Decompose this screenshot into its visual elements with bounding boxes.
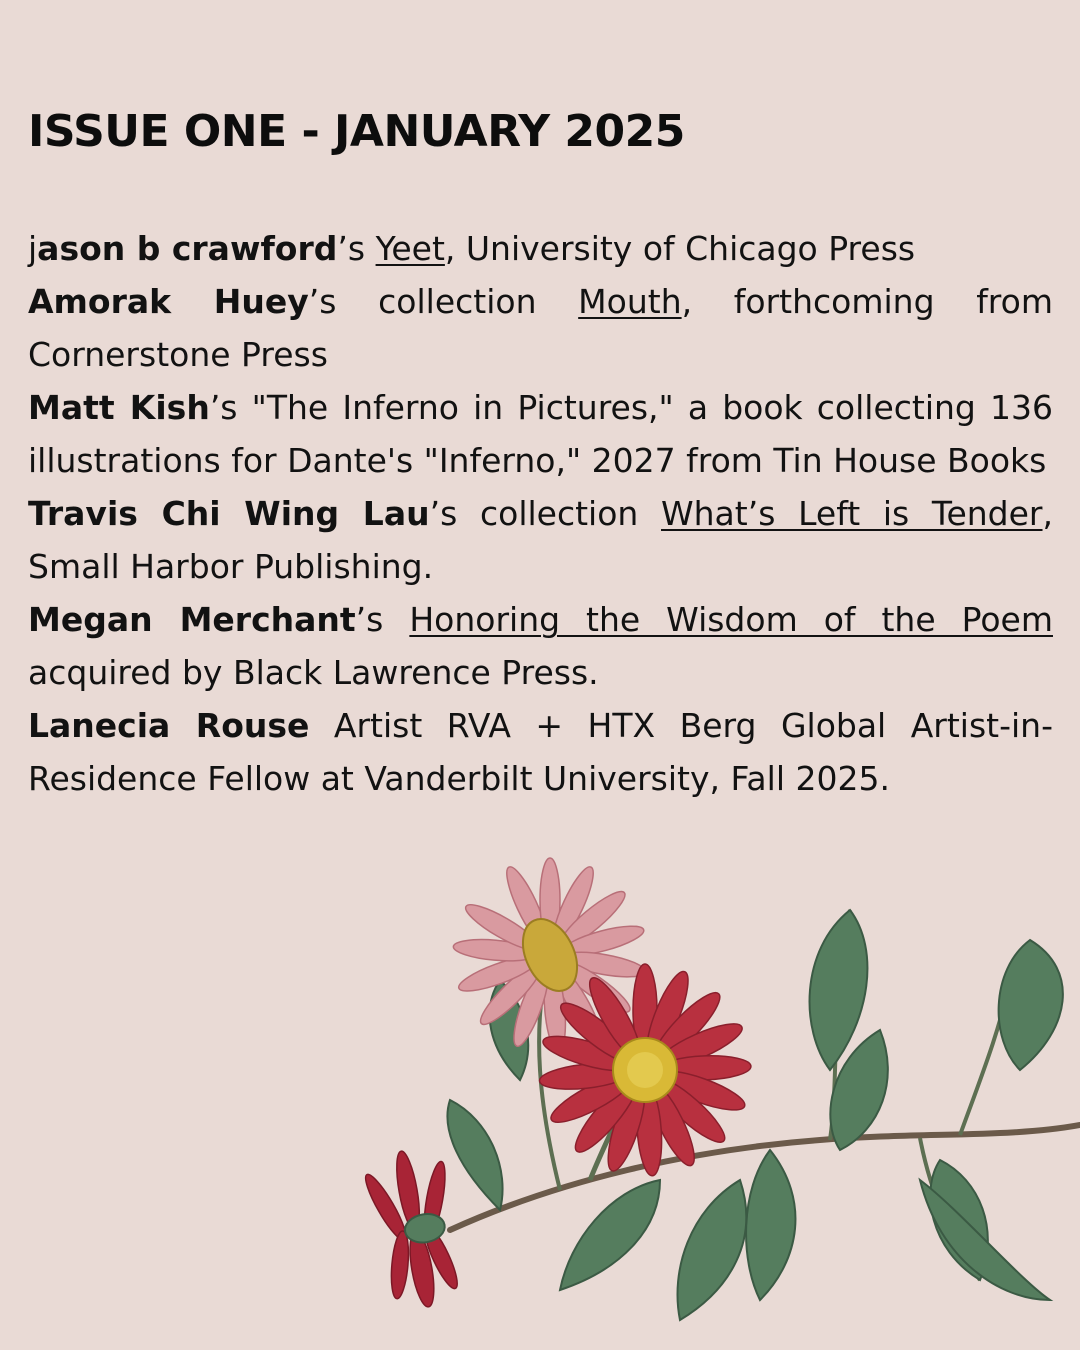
work-title: Mouth	[578, 282, 682, 321]
list-item	[28, 699, 1053, 805]
author-name: Lanecia Rouse	[28, 706, 310, 745]
possessive: ’s	[209, 388, 252, 427]
list-item	[28, 593, 1053, 699]
author-name: Megan Merchant	[28, 600, 356, 639]
list-item	[28, 381, 1053, 487]
possessive: ’s	[308, 282, 379, 321]
entry-description: collection	[378, 282, 579, 321]
page-title: ISSUE ONE - JANUARY 2025	[28, 106, 685, 157]
possessive: ’s	[337, 229, 376, 268]
work-title: Yeet	[375, 229, 445, 268]
entry-description: Artist RVA + HTX Berg Global Artist-in-Residence Fellow at Vanderbilt University, Fall 2025.	[28, 706, 1053, 798]
entry-publisher: , forthcoming from Cornerstone Press	[28, 282, 1053, 374]
list-item	[28, 275, 1053, 381]
list-item	[28, 487, 1053, 593]
possessive: ’s	[429, 494, 480, 533]
entry-publisher: , University of Chicago Press	[444, 229, 916, 268]
publication-list	[28, 222, 1053, 805]
author-name: ason b crawford	[37, 229, 338, 268]
author-name: Matt Kish	[28, 388, 210, 427]
work-title: What’s Left is Tender	[661, 494, 1043, 533]
botanical-flower-branch-icon	[360, 850, 1080, 1350]
author-name-prefix: j	[28, 229, 38, 268]
entry-publisher: acquired by Black Lawrence Press.	[28, 653, 599, 692]
entry-description: collection	[479, 494, 662, 533]
entry-publisher: , Small Harbor Publishing.	[28, 494, 1054, 586]
possessive: ’s	[355, 600, 410, 639]
author-name: Travis Chi Wing Lau	[28, 494, 430, 533]
possessive	[309, 706, 333, 745]
list-item	[28, 222, 1053, 275]
author-name: Amorak Huey	[28, 282, 309, 321]
entry-description: "The Inferno in Pictures," a book collecting 136 illustrations for Dante's "Inferno," 2027 from Tin House Books	[28, 388, 1053, 480]
work-title: Honoring the Wisdom of the Poem	[409, 600, 1053, 639]
